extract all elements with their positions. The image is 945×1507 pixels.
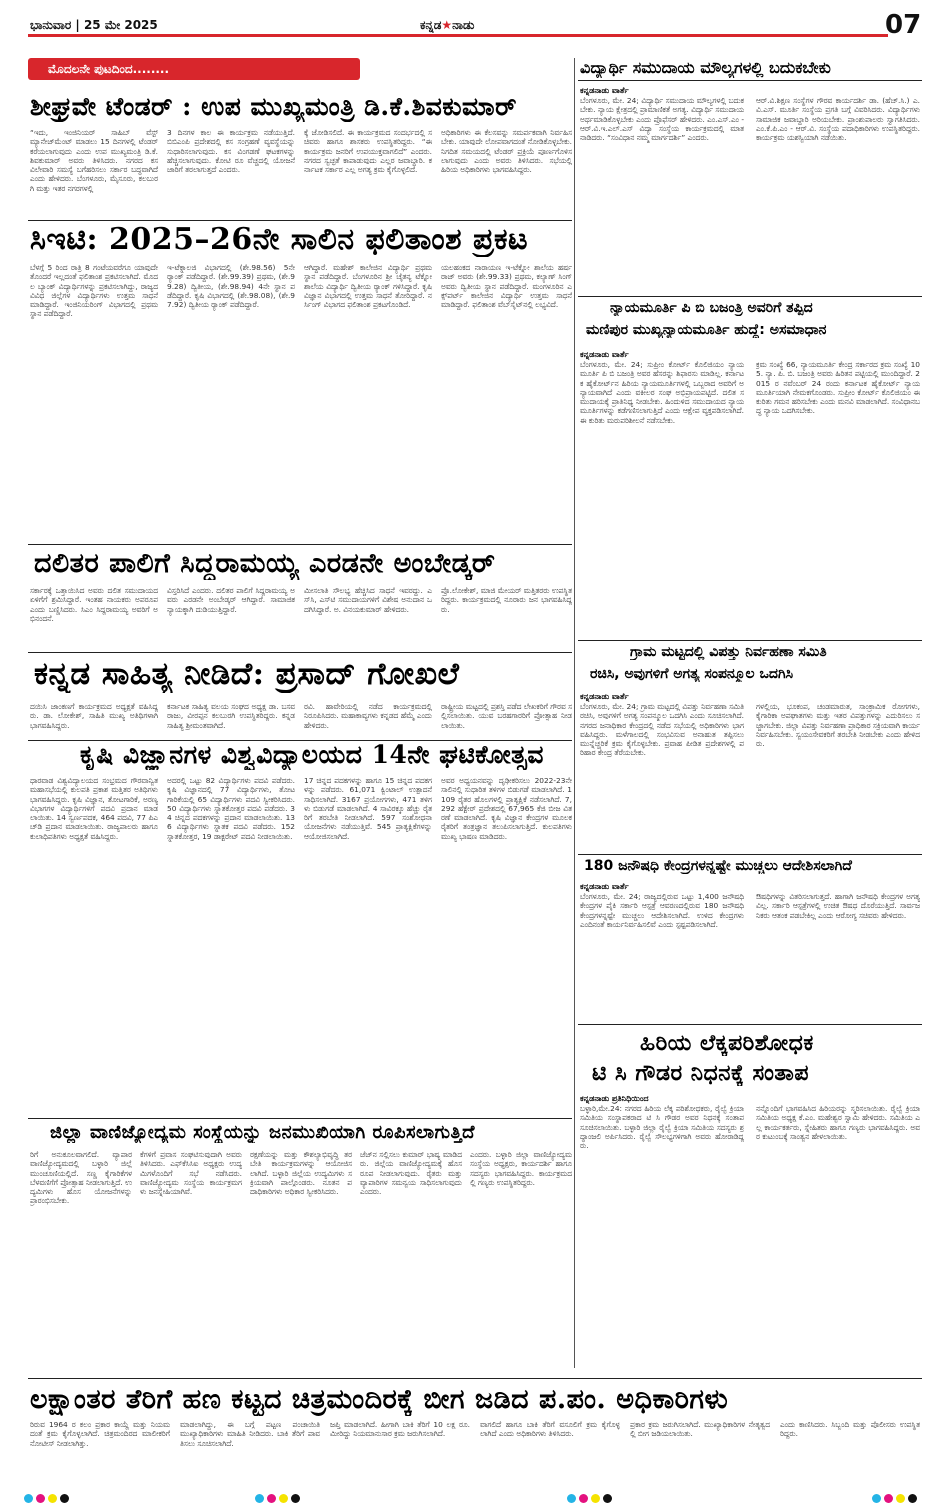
dalit-body bbox=[30, 586, 572, 650]
lakshantara-col-5: ಪ್ರಕಾರ ಕ್ರಮ ಜರುಗಿಸಲಾಗಿದೆ. ಮುಖ್ಯಾಧಿಕಾರಿಗಳ ನೇತೃತ್ವದಲ್ಲಿ ಬೀಗ ಜಡಿಯಲಾಯಿತು. bbox=[630, 1420, 770, 1439]
lakshantara-col-1: ರಿರುವ 1964 ರ ಕಲಂ ಪ್ರಕಾರ ಕಾಯ್ದೆ ಮತ್ತು ನಿಯಮದಂತೆ ಕ್ರಮ ಕೈಗೊಳ್ಳಲಾಗಿದೆ. ಚಿತ್ರಮಂದಿರದ ಮಾಲೀಕರಿಗೆ ನೋಟೀಸ್ ನೀಡಲಾಗಿತ್ತು. bbox=[30, 1420, 170, 1448]
cet-headline: ಸಿಇಟಿ: 2025–26ನೇ ಸಾಲಿನ ಫಲಿತಾಂಶ ಪ್ರಕಟ bbox=[30, 222, 529, 257]
lakshantara-top-rule bbox=[28, 1378, 922, 1379]
registration-dots-center bbox=[255, 1488, 303, 1507]
bajantri-col-2: ಕ್ರಮ ಸಂಖ್ಯೆ 66, ನ್ಯಾಯಮೂರ್ತಿ ಕೇಂದ್ರ ಸರ್ಕಾರದ ಕ್ರಮ ಸಂಖ್ಯೆ 105. ನ್ಯಾ. ಪಿ. ಬಿ. ಬಜಂತ್ರಿ ಅವರು ಹಿರಿತನ ಪಟ್ಟಿಯಲ್ಲಿ ಮುಂದಿದ್ದಾರೆ. 2015 ರ ನವೆಂಬರ್ 24 ರಂದು ಕರ್ನಾಟಕ ಹೈಕೋರ್ಟ್ ನ್ಯಾಯಮೂರ್ತಿಯಾಗಿ ನೇಮಕಗೊಂಡರು. ಸುಪ್ರೀಂ ಕೋರ್ಟ್ ಕೊಲಿಜಿಯಂ ಈ ಕುರಿತು ಗಮನ ಹರಿಸಬೇಕು ಎಂದು ಮನವಿ ಮಾಡಲಾಗಿದೆ. ಸಂವಿಧಾನಬದ್ಧ ನ್ಯಾಯ ಒದಗಿಸಬೇಕು. bbox=[756, 360, 920, 416]
vanijya-col-5: ಎಂದರು. ಬಳ್ಳಾರಿ ಜಿಲ್ಲಾ ವಾಣಿಜ್ಯೋದ್ಯಮ ಸಂಸ್ಥೆಯ ಅಧ್ಯಕ್ಷರು, ಕಾರ್ಯದರ್ಶಿ ಹಾಗೂ ಸದಸ್ಯರು ಭಾಗವಹಿಸಿದ್ದರು. ಕಾರ್ಯಕ್ರಮದಲ್ಲಿ ಗಣ್ಯರು ಉಪಸ್ಥಿತರಿದ್ದರು. bbox=[470, 1150, 572, 1187]
gram-dateline: ಕನ್ನಡನಾಡು ವಾರ್ತೆ bbox=[580, 692, 629, 701]
brand-star: ★ bbox=[441, 18, 453, 32]
vidyarthi-end-rule bbox=[578, 296, 922, 297]
gowdar-headline-1: ಹಿರಿಯ ಲೆಕ್ಕಪರಿಶೋಧಕ bbox=[640, 1030, 814, 1056]
bajantri-body bbox=[580, 360, 920, 636]
janaushadhi-col-2: ಔಷಧಿಗಳನ್ನು ವಿತರಿಸಲಾಗುತ್ತದೆ. ಹಾಗಾಗಿ ಜನೌಷಧಿ ಕೇಂದ್ರಗಳ ಅಗತ್ಯವಿಲ್ಲ. ಸರ್ಕಾರಿ ಆಸ್ಪತ್ರೆಗಳಲ್ಲಿ ಉಚಿತ ಔಷಧ ದೊರೆಯುತ್ತಿದೆ. ಸಾರ್ವಜನಿಕರು ಆತಂಕ ಪಡಬೇಕಿಲ್ಲ ಎಂದು ಆರೋಗ್ಯ ಸಚಿವರು ಹೇಳಿದರು. bbox=[756, 892, 920, 920]
bajantri-dateline: ಕನ್ನಡನಾಡು ವಾರ್ತೆ bbox=[580, 350, 629, 359]
cyan-dot bbox=[567, 1494, 576, 1503]
black-dot bbox=[603, 1494, 612, 1503]
vidyarthi-body bbox=[580, 96, 920, 292]
tender-rule bbox=[28, 220, 572, 221]
dalit-rule bbox=[28, 652, 572, 653]
magenta-dot bbox=[884, 1494, 893, 1503]
lakshantara-col-3: ಜಪ್ತಿ ಮಾಡಲಾಗಿದೆ. ಹೀಗಾಗಿ ಬಾಕಿ ತೆರಿಗೆ 10 ಲಕ್ಷ ರೂ. ಮೀರಿದ್ದು ನಿಯಮಾನುಸಾರ ಕ್ರಮ ಜರುಗಿಸಲಾಗಿದೆ. bbox=[330, 1420, 470, 1439]
vanijya-body bbox=[30, 1150, 572, 1376]
gram-col-1: ಬೆಂಗಳೂರು, ಮೇ. 24; ಗ್ರಾಮ ಮಟ್ಟದಲ್ಲಿ ವಿಪತ್ತು ನಿರ್ವಹಣಾ ಸಮಿತಿ ರಚಿಸಿ, ಅವುಗಳಿಗೆ ಅಗತ್ಯ ಸಂಪನ್ಮೂಲ ಒದಗಿಸಿ ಎಂದು ಸೂಚಿಸಲಾಗಿದೆ. ನಗರದ ಜನಾಧಿಕಾರ ಕೇಂದ್ರದಲ್ಲಿ ನಡೆದ ಸಭೆಯಲ್ಲಿ ಅಧಿಕಾರಿಗಳು ಭಾಗವಹಿಸಿದ್ದರು. ಮಳೆಗಾಲದಲ್ಲಿ ಸಂಭವಿಸುವ ಅನಾಹುತ ತಪ್ಪಿಸಲು ಮುನ್ನೆಚ್ಚರಿಕೆ ಕ್ರಮ ಕೈಗೊಳ್ಳಬೇಕು. ಪ್ರವಾಹ ಪೀಡಿತ ಪ್ರದೇಶಗಳಲ್ಲಿ ಪರಿಹಾರ ಕೇಂದ್ರ ತೆರೆಯಬೇಕು. bbox=[580, 702, 744, 758]
janaushadhi-body bbox=[580, 892, 920, 1020]
cet-col-1: ಬೆಳಗ್ಗೆ 5 ರಿಂದ ರಾತ್ರಿ 8 ಗಂಟೆಯವರೆಗೂ ಯಾವುದೇ ತೊಂದರೆ ಇಲ್ಲದಂತೆ ಫಲಿತಾಂಶ ಪ್ರಕಟಿಸಲಾಗಿದೆ. ಮೊದಲ ಬ್ಯಾಂಕ್ ವಿದ್ಯಾರ್ಥಿಗಳನ್ನು ಪ್ರಕಟಿಸಲಾಗಿದ್ದು, ರಾಜ್ಯದ ವಿವಿಧ ಜಿಲ್ಲೆಗಳ ವಿದ್ಯಾರ್ಥಿಗಳು ಉತ್ತಮ ಸಾಧನೆ ಮಾಡಿದ್ದಾರೆ. ಇಂಜಿನಿಯರಿಂಗ್ ವಿಭಾಗದಲ್ಲಿ ಪ್ರಥಮ ಸ್ಥಾನ ಪಡೆದಿದ್ದಾರೆ. bbox=[30, 263, 158, 319]
bajantri-headline-1: ನ್ಯಾಯಮೂರ್ತಿ ಪಿ ಬಿ ಬಜಂತ್ರಿ ಅವರಿಗೆ ತಪ್ಪಿದ bbox=[610, 300, 813, 316]
brand-part2: ನಾಡು bbox=[452, 18, 475, 32]
black-dot bbox=[60, 1494, 69, 1503]
vidyarthi-headline: ವಿದ್ಯಾರ್ಥಿ ಸಮುದಾಯ ಮೌಲ್ಯಗಳಲ್ಲಿ ಬದುಕಬೇಕು bbox=[580, 58, 831, 77]
lakshantara-col-6: ಎಂದು ಕಾಣಿಸಿದರು. ಸಿಬ್ಬಂದಿ ಮತ್ತು ಪೊಲೀಸರು ಉಪಸ್ಥಿತರಿದ್ದರು. bbox=[780, 1420, 920, 1439]
vanijya-col-2: ಕೆಗಳಿಗೆ ಪ್ರವಾಸ ಸಂಘಟಿಸುವುದಾಗಿ ಅವರು ತಿಳಿಸಿದರು. ಎಫ್‌ಕೆಸಿಸಿಐ ಅಧ್ಯಕ್ಷರು ಉದ್ಯಮಿಗಳೊಂದಿಗೆ ಸಭೆ ನಡೆಸಿದರು. ವಾಣಿಜ್ಯೋದ್ಯಮ ಸಂಸ್ಥೆಯ ಕಾರ್ಯಕ್ರಮಗಳು ಜನಸ್ನೇಹಿಯಾಗಿವೆ. bbox=[140, 1150, 242, 1197]
sahitya-col-1: ದಯಿಸಿ ಜಾಂಕಣಗೆ ಕಾರ್ಯಕ್ರಮದ ಅಧ್ಯಕ್ಷತೆ ವಹಿಸಿದ್ದರು. ಡಾ. ಲೋಕೇಶ್, ಸಾಹಿತಿ ಮುಖ್ಯ ಅತಿಥಿಗಳಾಗಿ ಭಾಗವಹಿಸಿದ್ದರು. bbox=[30, 702, 158, 730]
tender-body bbox=[30, 128, 572, 216]
sahitya-body bbox=[30, 702, 572, 738]
krishi-col-3: 17 ಚಿನ್ನದ ಪದಕಗಳನ್ನು ಹಾಗೂ 15 ಚಿನ್ನದ ಪದಕಗಳನ್ನು ಪಡೆದರು. 61,071 ಕ್ವಿಂಟಾಲ್ ಉತ್ಪಾದನೆ ಸಾಧಿಸಲಾಗಿದೆ. 3167 ಪ್ರಯೋಗಗಳು, 471 ತಳಿಗಳು ಬಿಡುಗಡೆ ಮಾಡಲಾಗಿದೆ. 4 ಸಾವಿರಕ್ಕೂ ಹೆಚ್ಚು ರೈತರಿಗೆ ತರಬೇತಿ ನೀಡಲಾಗಿದೆ. 597 ಸಂಶೋಧನಾ ಯೋಜನೆಗಳು ನಡೆಯುತ್ತಿವೆ. 545 ಪ್ರಾತ್ಯಕ್ಷಿಕೆಗಳನ್ನು ಆಯೋಜಿಸಲಾಗಿದೆ. bbox=[304, 776, 432, 841]
krishi-col-1: ಧಾರವಾಡ ವಿಶ್ವವಿದ್ಯಾಲಯದ ಸಂಭ್ರಮದ ಗೌರವಾನ್ವಿತ ಮಹಾಸಭೆಯಲ್ಲಿ ಕುಲಪತಿ ಪ್ರಕಾಶ ಮತ್ತಿತರ ಅತಿಥಿಗಳು ಭಾಗವಹಿಸಿದ್ದರು. ಕೃಷಿ ವಿಜ್ಞಾನ, ತೋಟಗಾರಿಕೆ, ಅರಣ್ಯ ವಿಭಾಗಗಳ ವಿದ್ಯಾರ್ಥಿಗಳಿಗೆ ಪದವಿ ಪ್ರದಾನ ಮಾಡಲಾಯಿತು. 14 ಸ್ವರ್ಣಪದಕ, 464 ಪದವಿ, 77 ಪಿಎಚ್‌ಡಿ ಪ್ರದಾನ ಮಾಡಲಾಯಿತು. ರಾಜ್ಯಪಾಲರು ಹಾಗೂ ಕುಲಾಧಿಪತಿಗಳು ಅಧ್ಯಕ್ಷತೆ ವಹಿಸಿದ್ದರು. bbox=[30, 776, 158, 841]
bajantri-headline-2: ಮಣಿಪುರ ಮುಖ್ಯನ್ಯಾಯಮೂರ್ತಿ ಹುದ್ದೆ: ಅಸಮಾಧಾನ bbox=[586, 322, 827, 338]
janaushadhi-headline: 180 ಜನೌಷಧಿ ಕೇಂದ್ರಗಳನ್ನಷ್ಟೇ ಮುಚ್ಚಲು ಆದೇಶಿಸಲಾಗಿದೆ bbox=[584, 858, 852, 874]
vanijya-headline: ಜಿಲ್ಲಾ ವಾಣಿಜ್ಯೋದ್ಯಮ ಸಂಸ್ಥೆಯನ್ನು ಜನಮುಖಿಯಾಗಿ ರೂಪಿಸಲಾಗುತ್ತಿದೆ bbox=[50, 1122, 475, 1143]
sahitya-col-4: ರಾಷ್ಟ್ರೀಯ ಮಟ್ಟದಲ್ಲಿ ಪ್ರಶಸ್ತಿ ಪಡೆದ ಲೇಖಕರಿಗೆ ಗೌರವ ಸಲ್ಲಿಸಲಾಯಿತು. ಯುವ ಬರಹಗಾರರಿಗೆ ಪ್ರೋತ್ಸಾಹ ನೀಡಲಾಯಿತು. bbox=[441, 702, 572, 730]
masthead-brand bbox=[420, 18, 474, 33]
magenta-dot bbox=[267, 1494, 276, 1503]
vanijya-col-3: ರಕ್ಷಣೆಯನ್ನು ಮತ್ತು ಕೌಶಲ್ಯಾಭಿವೃದ್ಧಿ ತರಬೇತಿ ಕಾರ್ಯಕ್ರಮಗಳನ್ನು ಆಯೋಜಿಸಲಾಗಿದೆ. ಬಳ್ಳಾರಿ ಜಿಲ್ಲೆಯ ಉದ್ಯಮಿಗಳು ಸಕ್ರಿಯವಾಗಿ ಪಾಲ್ಗೊಂಡರು. ನೂತನ ಪದಾಧಿಕಾರಿಗಳು ಅಧಿಕಾರ ಸ್ವೀಕರಿಸಿದರು. bbox=[250, 1150, 352, 1197]
brand-part1: ಕನ್ನಡ bbox=[420, 18, 442, 32]
dalit-col-4: ಪ್ರೊ.ಲೋಕೇಶ್, ಮಾಜಿ ಮೇಯರ್ ಮತ್ತಿತರರು ಉಪಸ್ಥಿತರಿದ್ದರು. ಕಾರ್ಯಕ್ರಮದಲ್ಲಿ ನೂರಾರು ಜನ ಭಾಗವಹಿಸಿದ್ದರು. bbox=[441, 586, 572, 614]
gram-body bbox=[580, 702, 920, 850]
vidyarthi-dateline: ಕನ್ನಡನಾಡು ವಾರ್ತೆ bbox=[580, 86, 629, 95]
yellow-dot bbox=[896, 1494, 905, 1503]
cyan-dot bbox=[872, 1494, 881, 1503]
dalit-col-3: ಮೀಸಲಾತಿ ಸೌಲಭ್ಯ ಹೆಚ್ಚಿಸಿದ ಸಾಧನೆ ಇವರದ್ದು. ಎಸ್‌ಸಿ, ಎಸ್‌ಟಿ ಸಮುದಾಯಗಳಿಗೆ ವಿಶೇಷ ಅನುದಾನ ಒದಗಿಸಿದ್ದಾರೆ. ಅ. ವಿನಯಕುಮಾರ್ ಹೇಳಿದರು. bbox=[304, 586, 432, 614]
tender-col-1: “ಇದು, ಇಂಜಿನಿಯರ್ ಸಾಹಿಬ್ ವೆಸ್ಟ್ ಮ್ಯಾನೇಜ್‌ಮೆಂಟ್ ಮಾಡಲು 15 ದಿನಗಳಲ್ಲಿ ಟೆಂಡರ್ ಕರೆಯಲಾಗುವುದು ಎಂದು ಉಪ ಮುಖ್ಯಮಂತ್ರಿ ಡಿ.ಕೆ.ಶಿವಕುಮಾರ್ ಅವರು ತಿಳಿಸಿದರು. ನಗರದ ಕಸ ವಿಲೇವಾರಿ ಸಮಸ್ಯೆ ಬಗೆಹರಿಸಲು ಸರ್ಕಾರ ಬದ್ಧವಾಗಿದೆ ಎಂದು ಹೇಳಿದರು. ಬೆಂಗಳೂರು, ಮೈಸೂರು, ಕಲಬುರಗಿ ಮತ್ತು ಇತರ ನಗರಗಳಲ್ಲಿ bbox=[30, 128, 158, 193]
gram-headline-2: ರಚಿಸಿ, ಅವುಗಳಿಗೆ ಅಗತ್ಯ ಸಂಪನ್ಮೂಲ ಒದಗಿಸಿ bbox=[590, 666, 794, 682]
cyan-dot bbox=[24, 1494, 33, 1503]
sahitya-headline: ಕನ್ನಡ ಸಾಹಿತ್ಯ ನೀಡಿದೆ: ಪ್ರಸಾದ್ ಗೋಖಲೆ bbox=[34, 656, 460, 692]
yellow-dot bbox=[279, 1494, 288, 1503]
vanijya-col-1: ರಿಗೆ ಅನುಕೂಲವಾಗಲಿದೆ. ವ್ಯಾಪಾರ ವಾಣಿಜ್ಯೋದ್ಯಮದಲ್ಲಿ ಬಳ್ಳಾರಿ ಜಿಲ್ಲೆ ಮುಂಚೂಣಿಯಲ್ಲಿದೆ. ಸಣ್ಣ ಕೈಗಾರಿಕೆಗಳ ಬೆಳವಣಿಗೆಗೆ ಪ್ರೋತ್ಸಾಹ ನೀಡಲಾಗುತ್ತಿದೆ. ಉದ್ಯಮಿಗಳು ಹೊಸ ಯೋಜನೆಗಳನ್ನು ಪ್ರಾರಂಭಿಸಬೇಕು. bbox=[30, 1150, 132, 1206]
tender-col-4: ಅಧಿಕಾರಿಗಳು ಈ ಕೆಲಸವನ್ನು ಸಮರ್ಪಕವಾಗಿ ನಿರ್ವಹಿಸಬೇಕು. ಯಾವುದೇ ಲೋಪವಾಗದಂತೆ ನೋಡಿಕೊಳ್ಳಬೇಕು. ನಿಗದಿತ ಸಮಯದಲ್ಲಿ ಟೆಂಡರ್ ಪ್ರಕ್ರಿಯೆ ಪೂರ್ಣಗೊಳಿಸಲಾಗುವುದು ಎಂದು ಅವರು ತಿಳಿಸಿದರು. ಸಭೆಯಲ್ಲಿ ಹಿರಿಯ ಅಧಿಕಾರಿಗಳು ಭಾಗವಹಿಸಿದ್ದರು. bbox=[441, 128, 572, 175]
sahitya-col-3: ರವಿ. ಹಾವೇರಿಯಲ್ಲಿ ನಡೆದ ಕಾರ್ಯಕ್ರಮದಲ್ಲಿ ನಿರೂಪಿಸಿದರು. ಮಹಾಕಾವ್ಯಗಳು ಕನ್ನಡದ ಹೆಮ್ಮೆ ಎಂದು ಹೇಳಿದರು. bbox=[304, 702, 432, 730]
lakshantara-col-2: ಮಾಡಲಾಗಿದ್ದು, ಈ ಬಗ್ಗೆ ಪಟ್ಟಣ ಪಂಚಾಯಿತಿ ಮುಖ್ಯಾಧಿಕಾರಿಗಳು ಮಾಹಿತಿ ನೀಡಿದರು. ಬಾಕಿ ತೆರಿಗೆ ಪಾವತಿಸಲು ಸೂಚಿಸಲಾಗಿದೆ. bbox=[180, 1420, 320, 1448]
cet-rule bbox=[28, 544, 572, 545]
krishi-headline: ಕೃಷಿ ವಿಜ್ಞಾನಗಳ ವಿಶ್ವವಿದ್ಯಾಲಯದ 14ನೇ ಘಟಿಕೋತ್ಸವ bbox=[80, 740, 544, 769]
gowdar-dateline: ಕನ್ನಡನಾಡು ಪ್ರತಿನಿಧಿಯಿಂದ bbox=[580, 1094, 649, 1103]
gram-headline-1: ಗ್ರಾಮ ಮಟ್ಟದಲ್ಲಿ ವಿಪತ್ತು ನಿರ್ವಹಣಾ ಸಮಿತಿ bbox=[630, 644, 827, 660]
black-dot bbox=[908, 1494, 917, 1503]
krishi-col-2: ಅದರಲ್ಲಿ ಒಟ್ಟು 82 ವಿದ್ಯಾರ್ಥಿಗಳು ಪದವಿ ಪಡೆದರು. ಕೃಷಿ ವಿಜ್ಞಾನದಲ್ಲಿ 77 ವಿದ್ಯಾರ್ಥಿಗಳು, ತೋಟಗಾರಿಕೆಯಲ್ಲಿ 65 ವಿದ್ಯಾರ್ಥಿಗಳು ಪದವಿ ಸ್ವೀಕರಿಸಿದರು. 50 ವಿದ್ಯಾರ್ಥಿಗಳು ಸ್ನಾತಕೋತ್ತರ ಪದವಿ ಪಡೆದರು. 34 ಚಿನ್ನದ ಪದಕಗಳನ್ನು ಪ್ರದಾನ ಮಾಡಲಾಯಿತು. 136 ವಿದ್ಯಾರ್ಥಿಗಳು ಸ್ನಾತಕ ಪದವಿ ಪಡೆದರು. 152 ಸ್ನಾತಕೋತ್ತರ, 19 ಡಾಕ್ಟರೇಟ್ ಪದವಿ ನೀಡಲಾಯಿತು. bbox=[167, 776, 295, 841]
vanijya-col-4: ಜೆಜ್‌ನ ಸಲ್ಲಿಸಲು ಕುಮಾರ್ ಭಾಷ್ಯ ಮಾಡಿದರು. ಜಿಲ್ಲೆಯ ವಾಣಿಜ್ಯೋದ್ಯಮಕ್ಕೆ ಹೊಸ ರೂಪ ನೀಡಲಾಗುವುದು. ರೈತರು ಮತ್ತು ವ್ಯಾಪಾರಿಗಳ ಸಮನ್ವಯ ಸಾಧಿಸಲಾಗುವುದು ಎಂದರು. bbox=[360, 1150, 462, 1197]
dalit-headline: ದಲಿತರ ಪಾಲಿಗೆ ಸಿದ್ದರಾಮಯ್ಯ ಎರಡನೇ ಅಂಬೇಡ್ಕರ್ bbox=[34, 548, 496, 579]
bajantri-col-1: ಬೆಂಗಳೂರು, ಮೇ. 24; ಸುಪ್ರೀಂ ಕೋರ್ಟ್ ಕೊಲಿಜಿಯಂ ನ್ಯಾಯಮೂರ್ತಿ ಪಿ ಬಿ ಬಜಂತ್ರಿ ಅವರ ಹೆಸರನ್ನು ಶಿಫಾರಸು ಮಾಡಿಲ್ಲ. ಕರ್ನಾಟಕ ಹೈಕೋರ್ಟ್‌ನ ಹಿರಿಯ ನ್ಯಾಯಮೂರ್ತಿಗಳಲ್ಲಿ ಒಬ್ಬರಾದ ಅವರಿಗೆ ಅನ್ಯಾಯವಾಗಿದೆ ಎಂದು ವಕೀಲರ ಸಂಘ ಅಭಿಪ್ರಾಯಪಟ್ಟಿದೆ. ದಲಿತ ಸಮುದಾಯಕ್ಕೆ ಪ್ರಾತಿನಿಧ್ಯ ನೀಡಬೇಕು. ಹಿಂದುಳಿದ ಸಮುದಾಯದ ನ್ಯಾಯಮೂರ್ತಿಗಳನ್ನು ಕಡೆಗಣಿಸಲಾಗುತ್ತಿದೆ ಎಂದು ಆಕ್ಷೇಪ ವ್ಯಕ್ತಪಡಿಸಲಾಗಿದೆ. ಈ ಕುರಿತು ಮರುಪರಿಶೀಲನೆ ನಡೆಸಬೇಕು. bbox=[580, 360, 744, 425]
masthead-bar bbox=[28, 34, 888, 37]
gram-col-2: ಗಳಲ್ಲಿಯ, ಭೂಕಂಪ, ಚಂಡಮಾರುತ, ಸಾಂಕ್ರಾಮಿಕ ರೋಗಗಳು, ಕೈಗಾರಿಕಾ ಅಪಘಾತಗಳು ಮತ್ತು ಇತರ ವಿಪತ್ತುಗಳನ್ನು ಎದುರಿಸಲು ಸಜ್ಜಾಗಬೇಕು. ಜಿಲ್ಲಾ ವಿಪತ್ತು ನಿರ್ವಹಣಾ ಪ್ರಾಧಿಕಾರ ಸಕ್ರಿಯವಾಗಿ ಕಾರ್ಯನಿರ್ವಹಿಸಬೇಕು. ಸ್ವಯಂಸೇವಕರಿಗೆ ತರಬೇತಿ ನೀಡಬೇಕು ಎಂದು ಹೇಳಿದರು. bbox=[756, 702, 920, 749]
janaushadhi-end-rule bbox=[578, 1024, 922, 1025]
cyan-dot bbox=[255, 1494, 264, 1503]
bajantri-end-rule bbox=[578, 640, 922, 641]
lakshantara-headline: ಲಕ್ಷಾಂತರ ತೆರಿಗೆ ಹಣ ಕಟ್ಟದ ಚಿತ್ರಮಂದಿರಕ್ಕೆ ಬೀಗ ಜಡಿದ ಪ.ಪಂ. ಅಧಿಕಾರಿಗಳು bbox=[30, 1384, 729, 1415]
gowdar-headline-2: ಟಿ ಸಿ ಗೌಡರ ನಿಧನಕ್ಕೆ ಸಂತಾಪ bbox=[592, 1060, 809, 1086]
lakshantara-col-4: ವಾಗಲಿದೆ ಹಾಗೂ ಬಾಕಿ ತೆರಿಗೆ ವಸೂಲಿಗೆ ಕ್ರಮ ಕೈಗೊಳ್ಳಲಾಗಿದೆ ಎಂದು ಅಧಿಕಾರಿಗಳು ತಿಳಿಸಿದರು. bbox=[480, 1420, 620, 1439]
black-dot bbox=[291, 1494, 300, 1503]
yellow-dot bbox=[591, 1494, 600, 1503]
cet-col-3: ಆಗಿದ್ದಾರೆ. ಮಹೇಶ್ ಕಾಲೇಜಿನ ವಿದ್ಯಾರ್ಥಿ ಪ್ರಥಮ ಸ್ಥಾನ ಪಡೆದಿದ್ದಾರೆ. ಬೆಂಗಳೂರಿನ ಶ್ರೀ ಚೈತನ್ಯ ಟೆಕ್ನೋ ಶಾಲೆಯ ವಿದ್ಯಾರ್ಥಿ ದ್ವಿತೀಯ ರ‍್ಯಾಂಕ್ ಗಳಿಸಿದ್ದಾರೆ. ಕೃಷಿ ವಿಜ್ಞಾನ ವಿಭಾಗದಲ್ಲಿ ಉತ್ತಮ ಸಾಧನೆ ತೋರಿದ್ದಾರೆ. ನರ್ಸಿಂಗ್ ವಿಭಾಗದ ಫಲಿತಾಂಶ ಪ್ರಕಟಗೊಂಡಿದೆ. bbox=[304, 263, 432, 310]
ribbon-label: ಮೊದಲನೇ ಪುಟದಿಂದ........ bbox=[48, 62, 170, 76]
registration-dots-left bbox=[24, 1488, 72, 1507]
gowdar-col-1: ಬಳ್ಳಾರಿ,ಮೇ.24: ನಗರದ ಹಿರಿಯ ಲೆಕ್ಕ ಪರಿಶೋಧಕರು, ರೈಲ್ವೆ ಕ್ರಿಯಾ ಸಮಿತಿಯ ಸಂಸ್ಥಾಪಕರಾದ ಟಿ ಸಿ ಗೌಡರ ಅವರ ನಿಧನಕ್ಕೆ ಸಂತಾಪ ಸೂಚಿಸಲಾಯಿತು. ಬಳ್ಳಾರಿ ಜಿಲ್ಲಾ ರೈಲ್ವೆ ಕ್ರಿಯಾ ಸಮಿತಿಯ ಸದಸ್ಯರು ಶ್ರದ್ಧಾಂಜಲಿ ಅರ್ಪಿಸಿದರು. ರೈಲ್ವೆ ಸೌಲಭ್ಯಗಳಿಗಾಗಿ ಅವರು ಹೋರಾಡಿದ್ದರು. bbox=[580, 1104, 744, 1151]
krishi-rule bbox=[28, 1118, 572, 1119]
gowdar-col-2: ನನ್ನೊಂದಿಗೆ ಭಾಗವಹಿಸಿದ ಹಿರಿಯರನ್ನು ಸ್ಮರಿಸಲಾಯಿತು. ರೈಲ್ವೆ ಕ್ರಿಯಾ ಸಮಿತಿಯ ಅಧ್ಯಕ್ಷ ಕೆ.ಎಂ. ಮಹೇಶ್ವರ ಸ್ವಾಮಿ ಹೇಳಿದರು. ಸಮಿತಿಯ ಎಲ್ಲ ಕಾರ್ಯಕರ್ತರು, ಸ್ನೇಹಿತರು ಹಾಗೂ ಗಣ್ಯರು ಭಾಗವಹಿಸಿದ್ದರು. ಅವರ ಕುಟುಂಬಕ್ಕೆ ಸಾಂತ್ವನ ಹೇಳಲಾಯಿತು. bbox=[756, 1104, 920, 1141]
magenta-dot bbox=[579, 1494, 588, 1503]
dalit-col-1: ಸರ್ಕಾರಕ್ಕೆ ಒತ್ತಾಯಿಸಿದ ಅವರು ದಲಿತ ಸಮುದಾಯದ ಏಳಿಗೆಗೆ ಶ್ರಮಿಸಿದ್ದಾರೆ. ಇಂತಹ ನಾಯಕರು ಅಪರೂಪ ಎಂದು ಬಣ್ಣಿಸಿದರು. ಸಿಎಂ ಸಿದ್ದರಾಮಯ್ಯ ಅವರಿಗೆ ಅಭಿನಂದನೆ. bbox=[30, 586, 158, 623]
krishi-col-4: ಅವರ ಅಧ್ಯಯನವನ್ನು ದೃಢೀಕರಿಸಲು 2022-23ನೇ ಸಾಲಿನಲ್ಲಿ ಸುಧಾರಿತ ತಳಿಗಳ ಬಿಡುಗಡೆ ಮಾಡಲಾಗಿದೆ. 1109 ರೈತರ ಹೊಲಗಳಲ್ಲಿ ಪ್ರಾತ್ಯಕ್ಷಿಕೆ ನಡೆಸಲಾಗಿದೆ. 7,292 ಹೆಕ್ಟೇರ್ ಪ್ರದೇಶದಲ್ಲಿ 67,965 ಕೆಜಿ ಬೀಜ ವಿತರಣೆ ಮಾಡಲಾಗಿದೆ. ಕೃಷಿ ವಿಜ್ಞಾನ ಕೇಂದ್ರಗಳ ಮೂಲಕ ರೈತರಿಗೆ ತಂತ್ರಜ್ಞಾನ ತಲುಪಿಸಲಾಗುತ್ತಿದೆ. ಕುಲಪತಿಗಳು ಮುಖ್ಯ ಭಾಷಣ ಮಾಡಿದರು. bbox=[441, 776, 572, 841]
sahitya-col-2: ಕರ್ನಾಟಕ ಸಾಹಿತ್ಯ ವಲಯ ಸಂಘದ ಅಧ್ಯಕ್ಷ ಡಾ. ಬಸವರಾಜು, ವೀರಪ್ಪನ ಕಲಬುರಗಿ ಉಪಸ್ಥಿತರಿದ್ದರು. ಕನ್ನಡ ಸಾಹಿತ್ಯ ಶ್ರೀಮಂತವಾಗಿದೆ. bbox=[167, 702, 295, 730]
registration-dots-center2 bbox=[567, 1488, 615, 1507]
cet-col-2: ಇ-ಟೆಕ್ನಾಲಜಿ ವಿಭಾಗದಲ್ಲಿ (ಶೇ.98.56) 5ನೇ ರ‍್ಯಾಂಕ್ ಪಡೆದಿದ್ದಾರೆ. (ಶೇ.99.39) ಪ್ರಥಮ, (ಶೇ.99.28) ದ್ವಿತೀಯ, (ಶೇ.98.94) 4ನೇ ಸ್ಥಾನ ಪಡೆದಿದ್ದಾರೆ. ಕೃಷಿ ವಿಭಾಗದಲ್ಲಿ (ಶೇ.98.08), (ಶೇ.97.92) ದ್ವಿತೀಯ ರ‍್ಯಾಂಕ್ ಪಡೆದಿದ್ದಾರೆ. bbox=[167, 263, 295, 310]
magenta-dot bbox=[36, 1494, 45, 1503]
vidyarthi-rule bbox=[578, 80, 922, 81]
tender-col-2: 3 ದಿನಗಳ ಕಾಲ ಈ ಕಾರ್ಯಕ್ರಮ ನಡೆಯುತ್ತಿದೆ. ಬಿಬಿಎಂಪಿ ಪ್ರದೇಶದಲ್ಲಿ ಕಸ ಸಂಗ್ರಹಣೆ ವ್ಯವಸ್ಥೆಯನ್ನು ಸುಧಾರಿಸಲಾಗುವುದು. ಕಸ ವಿಂಗಡಣೆ ಘಟಕಗಳನ್ನು ಹೆಚ್ಚಿಸಲಾಗುವುದು. ಕೋಟಿ ರೂ ವೆಚ್ಚದಲ್ಲಿ ಯೋಜನೆ ಜಾರಿಗೆ ತರಲಾಗುತ್ತದೆ ಎಂದರು. bbox=[167, 128, 295, 175]
masthead-date: ಭಾನುವಾರ | 25 ಮೇ 2025 bbox=[30, 18, 158, 32]
first-page-ribbon bbox=[28, 58, 360, 80]
lakshantara-body bbox=[30, 1420, 920, 1480]
tender-headline: ಶೀಘ್ರವೇ ಟೆಂಡರ್ : ಉಪ ಮುಖ್ಯಮಂತ್ರಿ ಡಿ.ಕೆ.ಶಿವಕುಮಾರ್ bbox=[30, 92, 517, 121]
page-number: 07 bbox=[885, 10, 922, 40]
janaushadhi-dateline: ಕನ್ನಡನಾಡು ವಾರ್ತೆ bbox=[580, 882, 629, 891]
dalit-col-2: ವಿಸ್ತರಿಸಿದೆ ಎಂದರು. ದಲಿತರ ಪಾಲಿಗೆ ಸಿದ್ದರಾಮಯ್ಯ ಅವರು ಎರಡನೇ ಅಂಬೇಡ್ಕರ್ ಆಗಿದ್ದಾರೆ. ಸಾಮಾಜಿಕ ನ್ಯಾಯಕ್ಕಾಗಿ ದುಡಿಯುತ್ತಿದ್ದಾರೆ. bbox=[167, 586, 295, 614]
janaushadhi-col-1: ಬೆಂಗಳೂರು, ಮೇ. 24; ರಾಜ್ಯದಲ್ಲಿರುವ ಒಟ್ಟು 1,400 ಜನೌಷಧಿ ಕೇಂದ್ರಗಳ ಪೈಕಿ ಸರ್ಕಾರಿ ಆಸ್ಪತ್ರೆ ಆವರಣದಲ್ಲಿರುವ 180 ಜನೌಷಧಿ ಕೇಂದ್ರಗಳನ್ನಷ್ಟೇ ಮುಚ್ಚಲು ಆದೇಶಿಸಲಾಗಿದೆ. ಉಳಿದ ಕೇಂದ್ರಗಳು ಎಂದಿನಂತೆ ಕಾರ್ಯನಿರ್ವಹಿಸಲಿವೆ ಎಂದು ಸ್ಪಷ್ಟಪಡಿಸಲಾಗಿದೆ. bbox=[580, 892, 744, 929]
registration-dots-right bbox=[872, 1488, 920, 1507]
tender-col-3: ಕ್ಕೆ ಜೋಡಿಸಲಿದೆ. ಈ ಕಾರ್ಯಕ್ರಮದ ಸಂದರ್ಭದಲ್ಲಿ ಸಚಿವರು ಹಾಗೂ ಶಾಸಕರು ಉಪಸ್ಥಿತರಿದ್ದರು. “ಈ ಕಾರ್ಯಕ್ರಮ ಜನರಿಗೆ ಉಪಯುಕ್ತವಾಗಲಿದೆ” ಎಂದರು. ನಗರದ ಸ್ವಚ್ಛತೆ ಕಾಪಾಡುವುದು ಎಲ್ಲರ ಜವಾಬ್ದಾರಿ. ಕರ್ನಾಟಕ ಸರ್ಕಾರ ಎಲ್ಲ ಅಗತ್ಯ ಕ್ರಮ ಕೈಗೊಳ್ಳಲಿದೆ. bbox=[304, 128, 432, 175]
vidyarthi-col-2: ಆರ್.ವಿ.ಶಿಕ್ಷಣ ಸಂಸ್ಥೆಗಳ ಗೌರವ ಕಾರ್ಯದರ್ಶಿ ಡಾ. (ಹೆಚ್.ಸಿ.) ಎ.ವಿ.ಎಸ್. ಮೂರ್ತಿ ಸಂಸ್ಥೆಯ ಪ್ರಗತಿ ಬಗ್ಗೆ ವಿವರಿಸಿದರು. ವಿದ್ಯಾರ್ಥಿಗಳು ಸಾಮಾಜಿಕ ಜವಾಬ್ದಾರಿ ಅರಿಯಬೇಕು. ಪ್ರಾಂಶುಪಾಲರು ಸ್ವಾಗತಿಸಿದರು. ಎಂ.ಕೆ.ಪಿ.ಎಂ - ಆರ್.ವಿ. ಸಂಸ್ಥೆಯ ಪದಾಧಿಕಾರಿಗಳು ಉಪಸ್ಥಿತರಿದ್ದರು. ಕಾರ್ಯಕ್ರಮ ಯಶಸ್ವಿಯಾಗಿ ನಡೆಯಿತು. bbox=[756, 96, 920, 143]
cet-col-4: ಯಲಹಂಕದ ನಾರಾಯಣ ಇ-ಟೆಕ್ನೋ ಶಾಲೆಯ ಹರ್ಷ ರಾಜ್ ಅವರು (ಶೇ.99.33) ಪ್ರಥಮ, ಕಲ್ಯಾಣ್ ಸಿಂಗ್ ಅವರು ದ್ವಿತೀಯ ಸ್ಥಾನ ಪಡೆದಿದ್ದಾರೆ. ಮಂಗಳೂರಿನ ಎಕ್ಸ್‌ಪರ್ಟ್ ಕಾಲೇಜಿನ ವಿದ್ಯಾರ್ಥಿ ಉತ್ತಮ ಸಾಧನೆ ಮಾಡಿದ್ದಾರೆ. ಫಲಿತಾಂಶ ವೆಬ್‌ಸೈಟ್‌ನಲ್ಲಿ ಲಭ್ಯವಿದೆ. bbox=[441, 263, 572, 310]
gram-end-rule bbox=[578, 854, 922, 855]
yellow-dot bbox=[48, 1494, 57, 1503]
section-divider bbox=[574, 58, 575, 1368]
vidyarthi-col-1: ಬೆಂಗಳೂರು, ಮೇ. 24; ವಿದ್ಯಾರ್ಥಿ ಸಮುದಾಯ ಮೌಲ್ಯಗಳಲ್ಲಿ ಬದುಕಬೇಕು. ನ್ಯಾಯ ಕ್ಷೇತ್ರದಲ್ಲಿ ಪ್ರಾಮಾಣಿಕತೆ ಅಗತ್ಯ. ವಿದ್ಯಾರ್ಥಿ ಸಮುದಾಯ ಅರ್ಥಮಾಡಿಕೊಳ್ಳಬೇಕು ಎಂದು ಪ್ರೊಫೆಸರ್ ಹೇಳಿದರು. ಎಂ.ಎಸ್.ಎಂ - ಆರ್.ವಿ.ಇ.ಎಲ್.ಎಸ್ ವಿದ್ಯಾ ಸಂಸ್ಥೆಯ ಕಾರ್ಯಕ್ರಮದಲ್ಲಿ ಮಾತನಾಡಿದರು. “ಸಂವಿಧಾನ ನಮ್ಮ ಮಾರ್ಗದರ್ಶಿ” ಎಂದರು. bbox=[580, 96, 744, 143]
krishi-body bbox=[30, 776, 572, 1114]
cet-body bbox=[30, 263, 572, 539]
gowdar-body bbox=[580, 1104, 920, 1366]
